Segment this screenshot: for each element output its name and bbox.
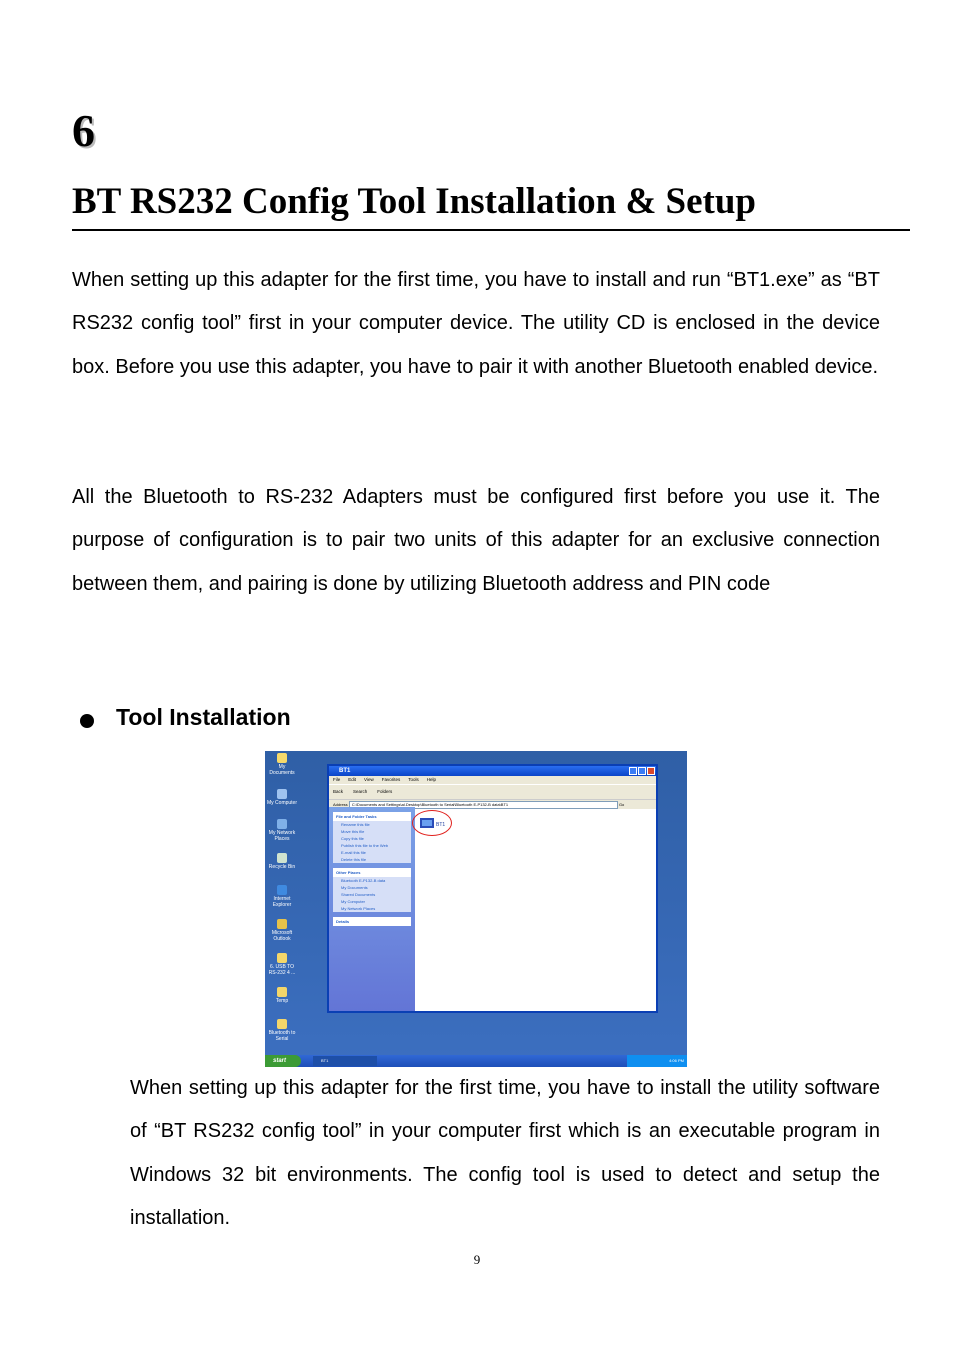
bullet-icon <box>80 714 94 728</box>
desktop-icon: My Network Places <box>267 819 297 842</box>
desktop-icon: 6. USB TO RS-232 4 ... <box>267 953 297 976</box>
menu-bar: File Edit View Favorites Tools Help <box>329 776 656 784</box>
taskbar <box>265 1055 687 1067</box>
task-pane: File and Folder Tasks Rename this file Move this file Copy this file Publish this file to the Web E-mail this file Delete this file Other Places Bluetooth E-P132-B data My Documents Shared Documents My Computer My Network Places Details <box>329 807 415 1011</box>
installation-screenshot <box>265 751 687 1067</box>
explorer-window <box>327 764 658 1013</box>
minimize-icon <box>629 767 637 775</box>
desktop-icon: Temp <box>267 987 297 1004</box>
desktop-icon: My Documents <box>267 753 297 776</box>
description-paragraph: When setting up this adapter for the first time, you have to install the utility software of “BT RS232 config tool” in your computer first which is an executable program in Windows 32 bit environments. The config tool is used to detect and setup the installation. <box>130 1077 880 1229</box>
start-button: start <box>265 1055 301 1067</box>
desktop-icon: Microsoft Outlook <box>267 919 297 942</box>
intro-paragraph-2: All the Bluetooth to RS-232 Adapters must be configured first before you use it. The purpose of configuration is to pair two units of this adapter for an exclusive connection between them, and pairing is done by utilizing Bluetooth address and PIN code <box>72 486 880 595</box>
maximize-icon <box>638 767 646 775</box>
section-title: Tool Installation <box>116 704 291 730</box>
desktop-icon: Internet Explorer <box>267 885 297 908</box>
page-number: 9 <box>473 1252 481 1267</box>
highlight-circle <box>412 810 452 836</box>
window-title: BT1 <box>329 766 656 776</box>
desktop-icon: My Computer <box>267 789 297 806</box>
toolbar: Back Search Folders <box>329 784 656 799</box>
address-bar: Address C:\Documents and Settings\al.Desktop\Bluetooth to Serial\Bluetooth E-P132-B data\BT1 Go <box>329 799 656 809</box>
close-icon <box>647 767 655 775</box>
intro-paragraph-1: When setting up this adapter for the first time, you have to install and run “BT1.exe” as “BT RS232 config tool” first in your computer device. The utility CD is enclosed in the device box. Before you use this adapter, you have to pair it with another Bluetooth enabled device. <box>72 269 880 378</box>
system-tray: 4:06 PM <box>627 1055 687 1067</box>
taskbar-item: BT1 <box>313 1056 377 1066</box>
desktop-icon: Recycle Bin <box>267 853 297 870</box>
chapter-number: 6 <box>72 105 95 156</box>
desktop-icon: Bluetooth to Serial <box>267 1019 297 1042</box>
svg-text:BT1: BT1 <box>436 822 446 828</box>
title-rule <box>72 229 910 231</box>
chapter-title: BT RS232 Config Tool Installation & Setup <box>72 181 757 222</box>
